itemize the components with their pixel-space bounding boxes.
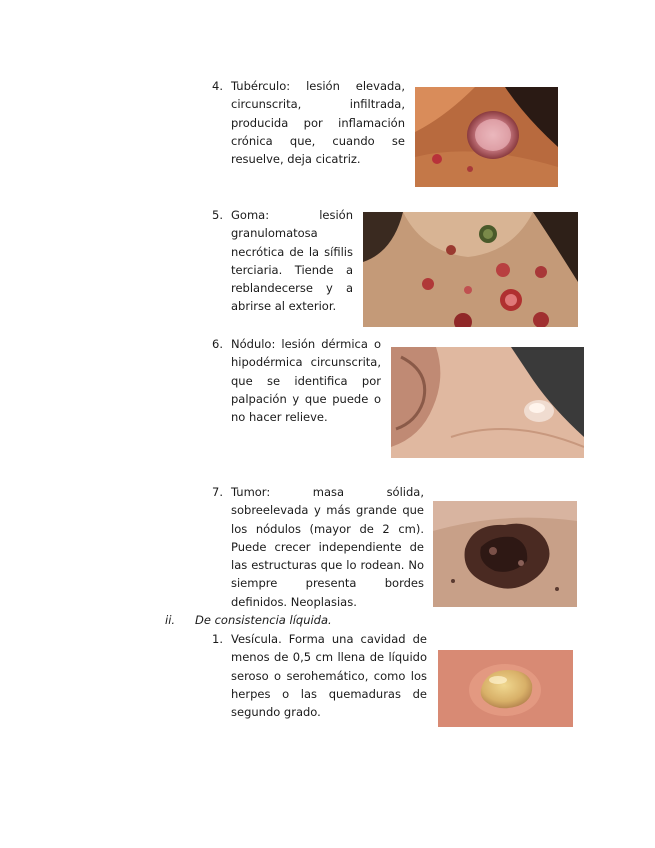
list-item-nodulo <box>212 335 381 447</box>
item-text: Goma: lesión granulomatosa necrótica de la sífilis terciaria. Tiende a reblandecerse y a abrirse al exterior. <box>231 208 353 314</box>
item-text: Vesícula. Forma una cavidad de menos de 0,5 cm llena de líquido seroso o serohemático, como los herpes o las quemaduras de segundo grado. <box>231 632 427 720</box>
list-item-tuberculo <box>212 77 405 177</box>
item-text: Tumor: masa sólida, sobreelevada y más grande que los nódulos (mayor de 2 cm). Puede crecer independiente de las estructuras que lo rodean. No siempre presenta bordes definidos. Neoplasias. <box>231 485 424 609</box>
tumor-photo <box>433 501 577 607</box>
subheading-numeral: ii. <box>165 613 176 627</box>
list-item-vesicula <box>212 630 427 722</box>
list-item-tumor <box>212 483 424 611</box>
item-text: Nódulo: lesión dérmica o hipodérmica circunscrita, que se identifica por palpación y que puede o no hacer relieve. <box>231 337 381 425</box>
list-item-goma <box>212 206 353 324</box>
vesicula-photo <box>438 650 573 727</box>
item-number: 1. <box>212 632 223 646</box>
item-number: 7. <box>212 485 223 499</box>
item-number: 5. <box>212 208 223 222</box>
nodulo-photo <box>391 347 584 458</box>
item-text: Tubérculo: lesión elevada, circunscrita, infiltrada, producida por inflamación crónica que, cuando se resuelve, deja cicatriz. <box>231 79 405 167</box>
goma-photo <box>363 212 578 327</box>
subheading-label: De consistencia líquida. <box>195 613 332 627</box>
item-number: 6. <box>212 337 223 351</box>
tuberculo-photo <box>415 87 558 187</box>
item-number: 4. <box>212 79 223 93</box>
